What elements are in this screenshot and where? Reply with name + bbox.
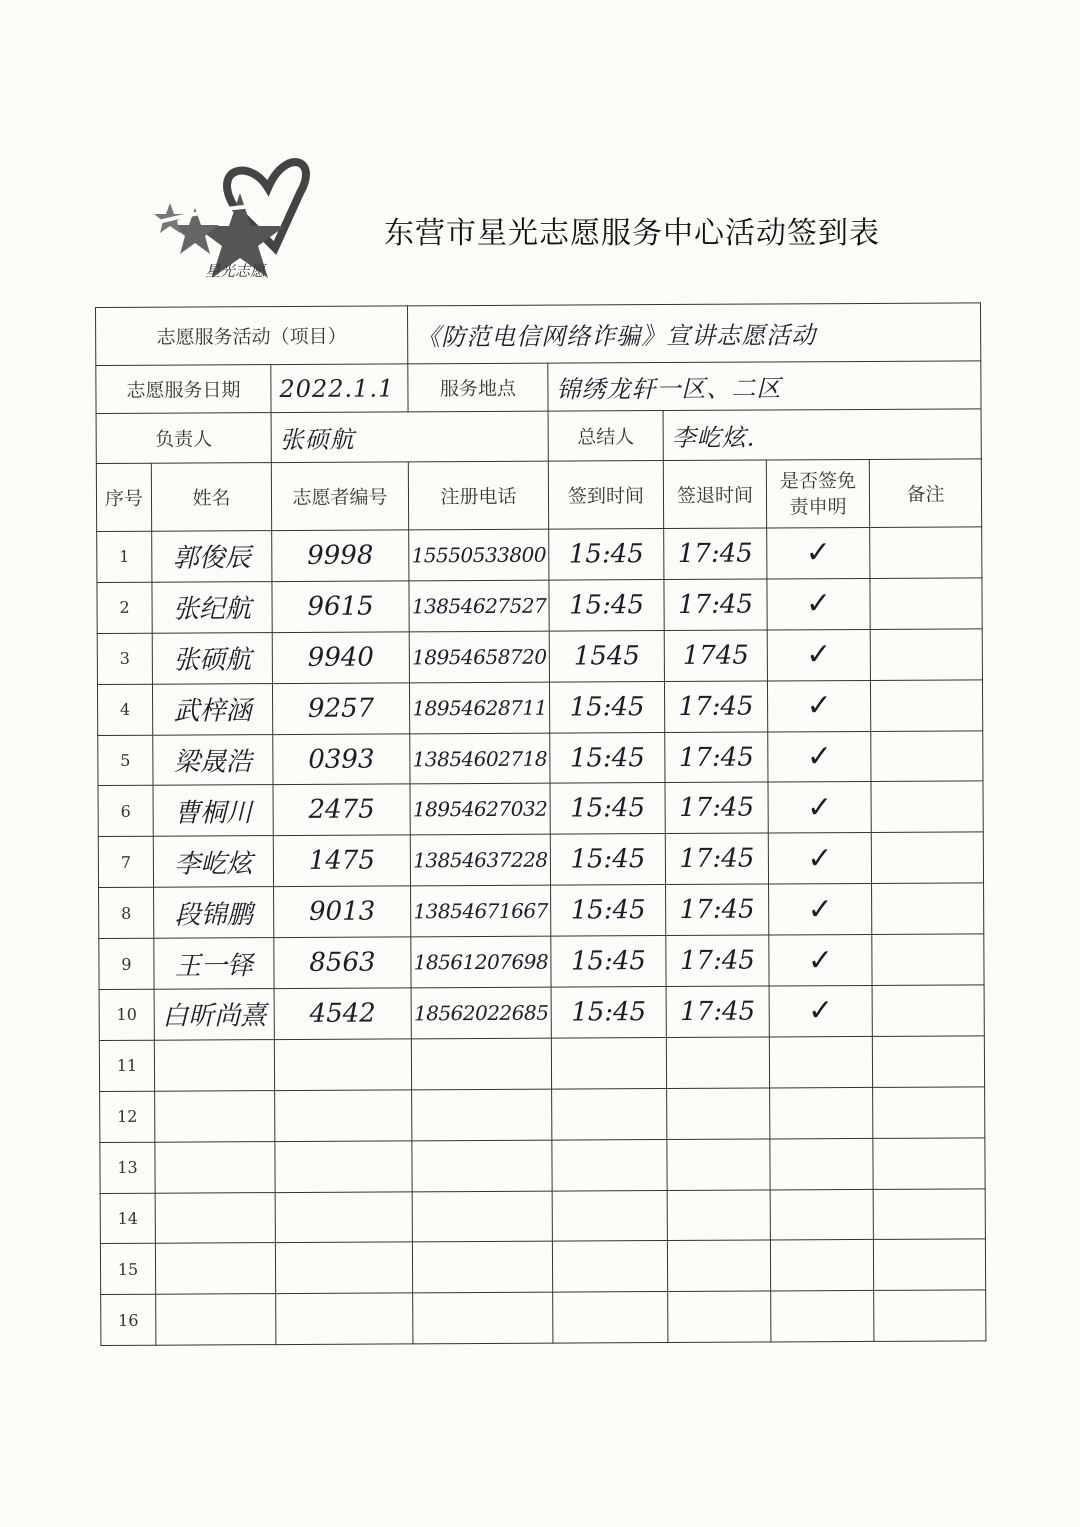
seq-cell: 8 [99, 887, 154, 938]
table-row [100, 1188, 985, 1244]
sign-in-time-cell [553, 1292, 668, 1343]
seq-cell: 12 [100, 1091, 155, 1142]
table-row [99, 985, 984, 1041]
volunteer-id-cell: 2475 [273, 784, 410, 836]
col-header-phone: 注册电话 [408, 461, 548, 530]
sign-in-time-cell [552, 1190, 667, 1241]
activity-row [96, 303, 981, 366]
date-row [96, 361, 981, 414]
name-cell: 段锦鹏 [154, 887, 274, 939]
volunteer-id-cell [276, 1293, 413, 1345]
name-cell: 郭俊辰 [152, 531, 272, 583]
seq-cell: 10 [99, 989, 154, 1040]
note-cell [872, 1036, 984, 1087]
sign-out-time-cell: 1745 [664, 630, 767, 681]
table-row [97, 629, 982, 685]
disclaimer-check-cell: ✓ [767, 629, 870, 680]
volunteer-id-cell: 9998 [272, 530, 409, 582]
seq-cell: 4 [97, 684, 152, 735]
volunteer-id-cell: 9013 [274, 886, 411, 938]
name-cell: 梁晟浩 [153, 734, 273, 786]
sign-in-time-cell [552, 1088, 667, 1139]
volunteer-id-cell [275, 1090, 412, 1142]
name-cell: 武梓涵 [152, 683, 272, 735]
volunteer-id-cell: 8563 [274, 937, 411, 989]
note-cell [873, 1239, 985, 1290]
volunteer-id-cell: 0393 [273, 733, 410, 785]
sign-in-time-cell: 1545 [549, 630, 664, 681]
phone-cell [412, 1140, 552, 1192]
table-row [100, 1087, 985, 1143]
name-cell: 李屹炫 [153, 836, 273, 888]
note-cell [870, 629, 982, 680]
name-cell [156, 1294, 276, 1346]
name-cell: 张硕航 [152, 632, 272, 684]
seq-cell: 14 [100, 1193, 155, 1244]
star-heart-logo-icon [150, 148, 325, 278]
seq-cell: 7 [98, 837, 153, 888]
leader-row [96, 409, 981, 464]
disclaimer-check-cell: ✓ [769, 935, 872, 986]
sign-in-time-cell: 15:45 [550, 732, 665, 783]
phone-cell [413, 1292, 553, 1344]
sign-out-time-cell: 17:45 [664, 579, 767, 630]
phone-cell [412, 1242, 552, 1294]
note-cell [873, 1138, 985, 1189]
sign-out-time-cell: 17:45 [665, 732, 768, 783]
seq-cell: 2 [97, 582, 152, 633]
seq-cell: 15 [100, 1244, 155, 1295]
phone-cell [412, 1191, 552, 1243]
sign-out-time-cell [667, 1190, 770, 1241]
disclaimer-check-cell [770, 1138, 873, 1189]
phone-cell: 18954658720 [409, 631, 549, 683]
note-cell [873, 1188, 985, 1239]
phone-cell: 18562022685 [411, 987, 551, 1039]
disclaimer-check-cell: ✓ [767, 527, 870, 578]
volunteer-id-cell [275, 1141, 412, 1193]
disclaimer-check-cell: ✓ [767, 680, 870, 731]
note-cell [874, 1290, 986, 1341]
sign-in-table [95, 302, 986, 1346]
note-cell [872, 934, 984, 985]
sign-out-time-cell [666, 1037, 769, 1088]
col-header-sign-out-time: 签退时间 [663, 460, 766, 529]
disclaimer-check-cell: ✓ [769, 985, 872, 1036]
volunteer-id-cell: 9940 [272, 632, 409, 684]
disclaimer-check-cell: ✓ [767, 578, 870, 629]
sign-out-time-cell: 17:45 [666, 986, 769, 1037]
table-row [97, 680, 982, 736]
phone-cell: 18954627032 [410, 784, 550, 836]
name-cell: 白昕尚熹 [154, 989, 274, 1041]
sign-in-time-cell: 15:45 [550, 783, 665, 834]
leader-value: 张硕航 [271, 411, 548, 462]
seq-cell: 6 [98, 786, 153, 837]
phone-cell [411, 1038, 551, 1090]
sign-out-time-cell: 17:45 [666, 935, 769, 986]
seq-cell: 16 [101, 1295, 156, 1346]
date-value: 2022.1.1 [271, 364, 408, 413]
name-cell [155, 1243, 275, 1295]
col-header-note: 备注 [869, 459, 981, 528]
activity-value: 《防范电信网络诈骗》宣讲志愿活动 [407, 303, 980, 364]
note-cell [872, 883, 984, 934]
sign-in-time-cell: 15:45 [551, 936, 666, 987]
table-row [101, 1290, 986, 1346]
volunteer-id-cell [274, 1039, 411, 1091]
summarizer-label: 总结人 [548, 411, 663, 462]
name-cell [154, 1039, 274, 1091]
sign-out-time-cell: 17:45 [665, 782, 768, 833]
volunteer-id-cell [275, 1191, 412, 1243]
sign-in-time-cell: 15:45 [551, 987, 666, 1038]
note-cell [871, 730, 983, 781]
sign-in-time-cell [552, 1241, 667, 1292]
table-row [98, 781, 983, 837]
sign-in-time-cell [552, 1139, 667, 1190]
sign-out-time-cell: 17:45 [665, 833, 768, 884]
name-cell [155, 1090, 275, 1142]
col-header-disclaimer: 是否签免责申明 [766, 459, 869, 528]
name-cell: 王一铎 [154, 938, 274, 990]
seq-cell: 13 [100, 1142, 155, 1193]
note-cell [870, 527, 982, 578]
seq-cell: 5 [98, 735, 153, 786]
sign-in-sheet [95, 302, 985, 1347]
sign-out-time-cell [667, 1139, 770, 1190]
disclaimer-check-cell [769, 1036, 872, 1087]
note-cell [870, 680, 982, 731]
column-header-row [96, 459, 981, 532]
disclaimer-check-cell: ✓ [769, 884, 872, 935]
phone-cell [412, 1089, 552, 1141]
sign-out-time-cell [668, 1291, 771, 1342]
col-header-seq: 序号 [96, 463, 151, 531]
col-header-name: 姓名 [151, 463, 271, 532]
sign-out-time-cell: 17:45 [666, 884, 769, 935]
col-header-volunteer-id: 志愿者编号 [271, 462, 408, 531]
activity-label: 志愿服务活动（项目） [96, 306, 408, 366]
note-cell [871, 832, 983, 883]
disclaimer-check-cell [771, 1291, 874, 1342]
sign-in-time-cell: 15:45 [551, 885, 666, 936]
table-row [98, 832, 983, 888]
sign-in-time-cell: 15:45 [549, 529, 664, 580]
table-row [99, 883, 984, 939]
table-row [98, 730, 983, 786]
disclaimer-check-cell [770, 1240, 873, 1291]
phone-cell: 13854637228 [410, 834, 550, 886]
sign-in-time-cell: 15:45 [549, 681, 664, 732]
table-row [99, 934, 984, 990]
name-cell: 张纪航 [152, 581, 272, 633]
disclaimer-check-cell: ✓ [768, 833, 871, 884]
sign-out-time-cell: 17:45 [664, 681, 767, 732]
logo [150, 148, 325, 298]
note-cell [872, 985, 984, 1036]
table-row [97, 578, 982, 634]
volunteer-id-cell: 9257 [272, 683, 409, 735]
summarizer-value: 李屹炫. [663, 409, 981, 461]
seq-cell: 3 [97, 633, 152, 684]
name-cell [155, 1192, 275, 1244]
disclaimer-check-cell [770, 1189, 873, 1240]
col-header-sign-in-time: 签到时间 [548, 461, 663, 530]
location-label: 服务地点 [408, 363, 548, 412]
table-row [100, 1239, 985, 1295]
sign-out-time-cell [667, 1088, 770, 1139]
sign-in-time-cell [551, 1037, 666, 1088]
seq-cell: 11 [99, 1040, 154, 1091]
seq-cell: 9 [99, 938, 154, 989]
phone-cell: 18954628711 [409, 682, 549, 734]
phone-cell: 13854627527 [409, 580, 549, 632]
table-row [100, 1138, 985, 1194]
logo-caption: 星光志愿 [204, 262, 265, 280]
phone-cell: 18561207698 [411, 936, 551, 988]
location-value: 锦绣龙轩一区、二区 [548, 361, 981, 411]
volunteer-id-cell: 9615 [272, 581, 409, 633]
seq-cell: 1 [97, 531, 152, 582]
name-cell: 曹桐川 [153, 785, 273, 837]
disclaimer-check-cell: ✓ [768, 731, 871, 782]
table-row [99, 1036, 984, 1092]
phone-cell: 15550533800 [409, 529, 549, 581]
sign-in-time-cell: 15:45 [549, 579, 664, 630]
disclaimer-check-cell [770, 1087, 873, 1138]
note-cell [870, 578, 982, 629]
phone-cell: 13854671667 [411, 885, 551, 937]
sign-in-time-cell: 15:45 [550, 834, 665, 885]
note-cell [871, 781, 983, 832]
phone-cell: 13854602718 [410, 733, 550, 785]
name-cell [155, 1141, 275, 1193]
disclaimer-check-cell: ✓ [768, 782, 871, 833]
volunteer-id-cell [275, 1242, 412, 1294]
sign-out-time-cell [667, 1240, 770, 1291]
note-cell [873, 1087, 985, 1138]
page-title: 东营市星光志愿服务中心活动签到表 [384, 216, 880, 251]
date-label: 志愿服务日期 [96, 365, 271, 414]
volunteer-id-cell: 1475 [273, 835, 410, 887]
table-row [97, 527, 982, 583]
leader-label: 负责人 [96, 413, 271, 464]
volunteer-id-cell: 4542 [274, 988, 411, 1040]
sign-out-time-cell: 17:45 [664, 528, 767, 579]
